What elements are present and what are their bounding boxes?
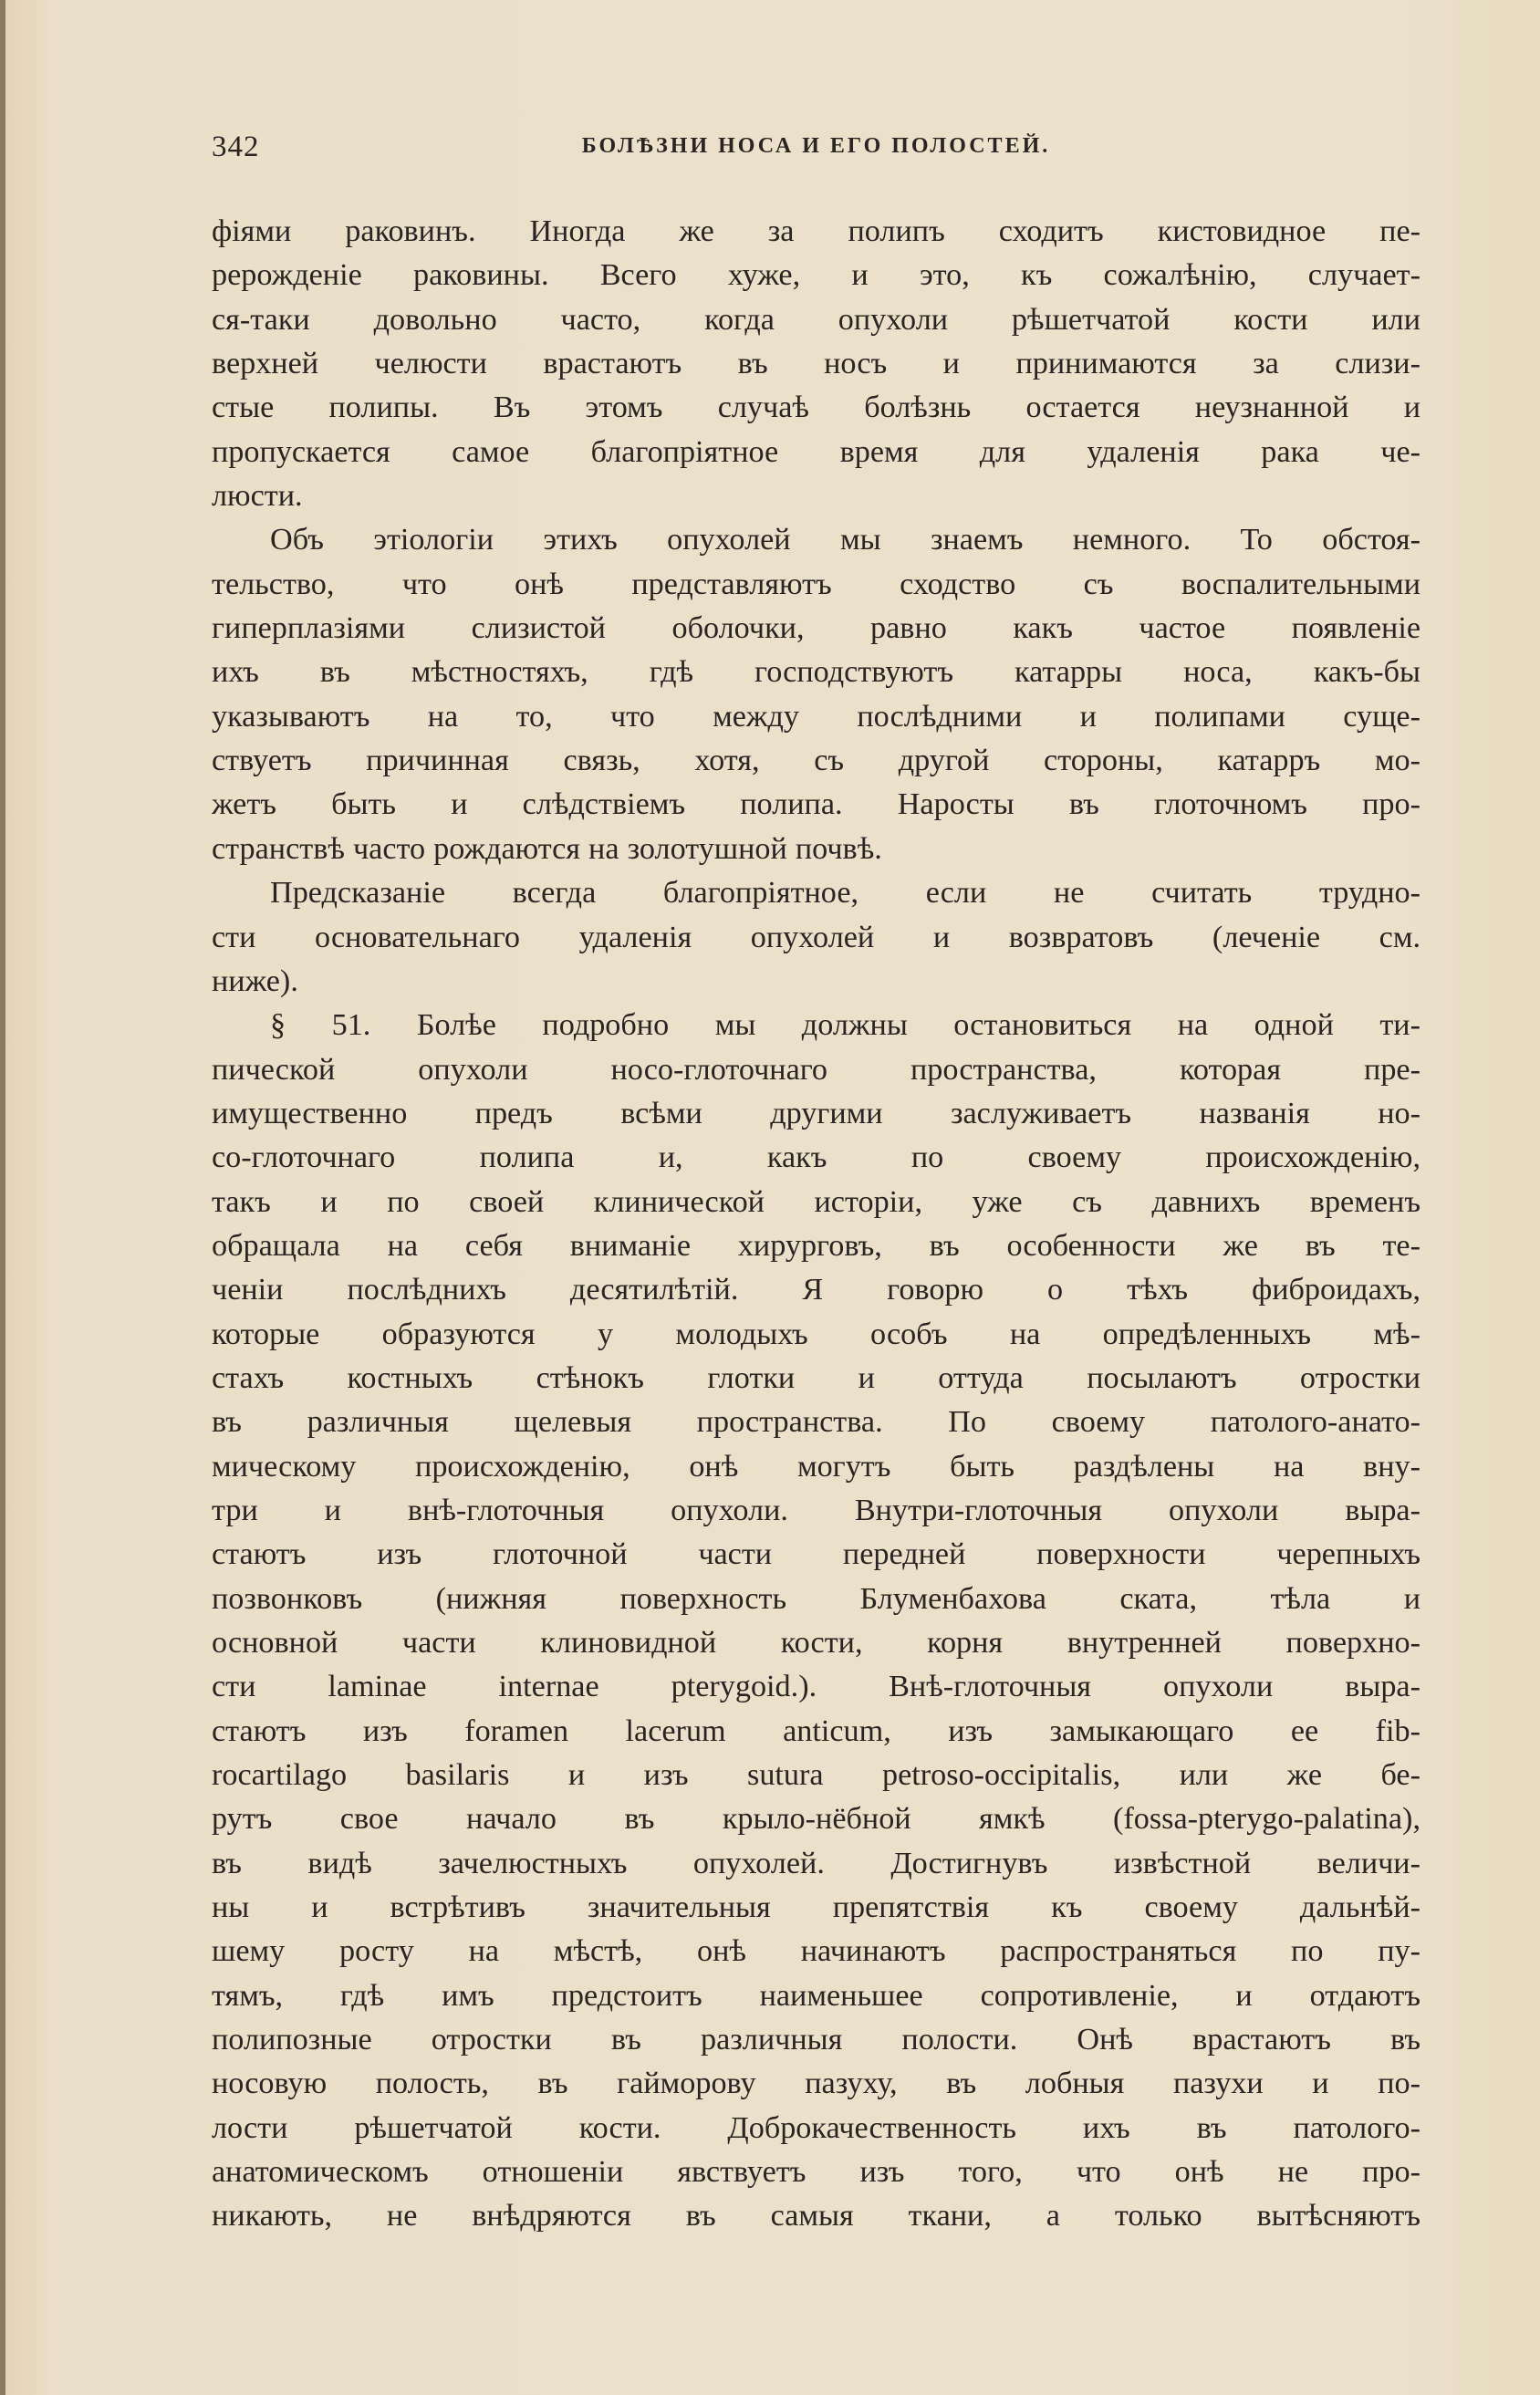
text-line: тямъ, гдѣ имъ предстоитъ наименьшее сопротивленіе, и отдаютъ — [212, 1978, 1420, 2013]
text-line: Объ этіологіи этихъ опухолей мы знаемъ немного. То обстоя- — [270, 523, 1420, 557]
body-text — [212, 210, 1420, 2239]
text-line: странствѣ часто рождаются на золотушной почвѣ. — [212, 831, 882, 866]
page-header — [212, 130, 1420, 171]
text-line: ихъ въ мѣстностяхъ, гдѣ господствуютъ катарры носа, какъ-бы — [212, 655, 1420, 690]
text-line: носовую полость, въ гайморову пазуху, въ лобныя пазухи и по- — [212, 2067, 1420, 2101]
text-line: три и внѣ-глоточныя опухоли. Внутри-глоточныя опухоли выра- — [212, 1493, 1420, 1527]
text-line: § 51. Болѣе подробно мы должны остановиться на одной ти- — [270, 1008, 1420, 1043]
text-line: въ видѣ зачелюстныхъ опухолей. Достигнувъ извѣстной величи- — [212, 1846, 1420, 1880]
text-line: обращала на себя вниманіе хирурговъ, въ особенности же въ те- — [212, 1228, 1420, 1263]
text-line: позвонковъ (нижняя поверхность Блуменбахова ската, тѣла и — [212, 1581, 1420, 1616]
text-line: анатомическомъ отношеніи явствуетъ изъ того, что онѣ не про- — [212, 2155, 1420, 2190]
text-line: ниже). — [212, 963, 298, 998]
text-line: гиперплазіями слизистой оболочки, равно какъ частое появленіе — [212, 611, 1420, 646]
text-line: стые полипы. Въ этомъ случаѣ болѣзнь остается неузнанной и — [212, 390, 1420, 425]
text-line: которые образуются у молодыхъ особъ на опредѣленныхъ мѣ- — [212, 1317, 1420, 1351]
text-line: rocartilago basilaris и изъ sutura petroso-occipitalis, или же бе- — [212, 1758, 1420, 1793]
text-line: рерожденіе раковины. Всего хуже, и это, къ сожалѣнію, случает- — [212, 258, 1420, 293]
page-number: 342 — [212, 130, 260, 163]
text-line: пической опухоли носо-глоточнаго пространства, которая пре- — [212, 1052, 1420, 1087]
text-line: фіями раковинъ. Иногда же за полипъ сходитъ кистовидное пе- — [212, 214, 1420, 248]
text-line: полипозные отростки въ различныя полости. Онѣ врастаютъ въ — [212, 2023, 1420, 2057]
text-line: верхней челюсти врастаютъ въ носъ и принимаются за слизи- — [212, 347, 1420, 381]
text-line: въ различныя щелевыя пространства. По своему патолого-анато- — [212, 1405, 1420, 1440]
text-line: указываютъ на то, что между послѣдними и полипами суще- — [212, 699, 1420, 734]
text-line: ченіи послѣднихъ десятилѣтій. Я говорю о тѣхъ фиброидахъ, — [212, 1273, 1420, 1307]
text-line: жетъ быть и слѣдствіемъ полипа. Наросты въ глоточномъ про- — [212, 787, 1420, 822]
text-line: мическому происхожденію, онѣ могутъ быть раздѣлены на вну- — [212, 1449, 1420, 1484]
text-line: стаютъ изъ глоточной части передней поверхности черепныхъ — [212, 1537, 1420, 1572]
text-line: сти основательнаго удаленія опухолей и возвратовъ (леченіе см. — [212, 920, 1420, 954]
text-line: основной части клиновидной кости, корня внутренней поверхно- — [212, 1626, 1420, 1660]
text-line: стаютъ изъ foramen lacerum anticum, изъ замыкающаго ее fib- — [212, 1713, 1420, 1748]
text-line: сти laminae internae pterygoid.). Внѣ-глоточныя опухоли выра- — [212, 1670, 1420, 1704]
text-line: имущественно предъ всѣми другими заслуживаетъ названія но- — [212, 1096, 1420, 1130]
text-line: лости рѣшетчатой кости. Доброкачественность ихъ въ патолого- — [212, 2110, 1420, 2145]
running-head: БОЛѢЗНИ НОСА И ЕГО ПОЛОСТЕЙ. — [581, 134, 1051, 158]
text-line: ся-таки довольно часто, когда опухоли рѣшетчатой кости или — [212, 302, 1420, 337]
text-line: шему росту на мѣстѣ, онѣ начинаютъ распространяться по пу- — [212, 1934, 1420, 1969]
text-line: рутъ свое начало въ крыло-нёбной ямкѣ (fossa-pterygo-palatina), — [212, 1802, 1420, 1837]
text-line: люсти. — [212, 479, 303, 514]
text-line: Предсказаніе всегда благопріятное, если не считать трудно- — [270, 876, 1420, 911]
text-line: стахъ костныхъ стѣнокъ глотки и оттуда посылаютъ отростки — [212, 1360, 1420, 1395]
text-line: со-глоточнаго полипа и, какъ по своему происхожденію, — [212, 1140, 1420, 1175]
text-line: ны и встрѣтивъ значительныя препятствія къ своему дальнѣй- — [212, 1890, 1420, 1925]
page-edge — [0, 0, 5, 2395]
text-line: такъ и по своей клинической исторіи, уже съ давнихъ временъ — [212, 1184, 1420, 1219]
text-line: тельство, что онѣ представляютъ сходство съ воспалительными — [212, 567, 1420, 601]
text-line: пропускается самое благопріятное время для удаленія рака че- — [212, 434, 1420, 469]
text-line: ствуетъ причинная связь, хотя, съ другой стороны, катарръ мо- — [212, 744, 1420, 778]
text-line: никають, не внѣдряются въ самыя ткани, а только вытѣсняютъ — [212, 2199, 1420, 2234]
